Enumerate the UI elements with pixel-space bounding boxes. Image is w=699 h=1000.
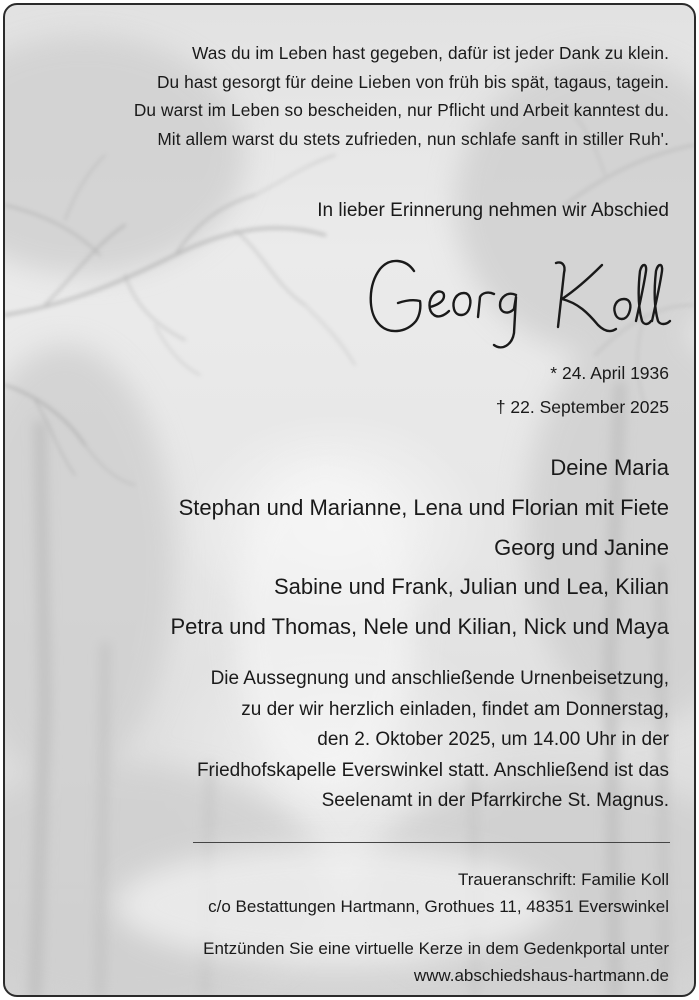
obituary-card: [3, 3, 696, 997]
farewell-intro: In lieber Erinnerung nehmen wir Abschied: [317, 200, 669, 221]
death-date: † 22. September 2025: [495, 397, 669, 417]
section-divider: [193, 842, 670, 843]
poem-line: Du hast gesorgt für deine Lieben von früh bis spät, tagaus, tagein.: [156, 71, 669, 92]
service-line: den 2. Oktober 2025, um 14.00 Uhr in der: [317, 729, 669, 751]
portal-text: Entzünden Sie eine virtuelle Kerze in dem Gedenkportal unter: [203, 939, 669, 958]
service-line: zu der wir herzlich einladen, findet am Donnerstag,: [241, 698, 669, 720]
funeral-service-info: [197, 664, 669, 817]
family-line: Stephan und Marianne, Lena und Florian mit Fiete: [178, 494, 669, 520]
family-line: Deine Maria: [550, 455, 669, 480]
mourning-address: [208, 866, 669, 920]
memorial-portal: [203, 935, 669, 989]
deceased-name-signature: [366, 241, 676, 361]
service-line: Friedhofskapelle Everswinkel statt. Anschließend ist das: [196, 759, 669, 781]
portal-url[interactable]: www.abschiedshaus-hartmann.de: [413, 966, 669, 985]
memorial-poem: [134, 39, 669, 153]
service-line: Die Aussegnung und anschließende Urnenbeisetzung,: [210, 668, 669, 689]
life-dates: [496, 356, 669, 424]
mourning-family: [170, 448, 669, 647]
poem-line: Du warst im Leben so bescheiden, nur Pflicht und Arbeit kanntest du.: [133, 100, 669, 121]
address-label: Traueranschrift: Familie Koll: [458, 870, 669, 889]
poem-line: Was du im Leben hast gegeben, dafür ist jeder Dank zu klein.: [191, 43, 669, 63]
family-line: Petra und Thomas, Nele und Kilian, Nick und Maya: [170, 614, 669, 640]
birth-date: * 24. April 1936: [550, 363, 669, 383]
poem-line: Mit allem warst du stets zufrieden, nun schlafe sanft in stiller Ruh'.: [157, 128, 669, 149]
service-line: Seelenamt in der Pfarrkirche St. Magnus.: [321, 790, 669, 812]
family-line: Sabine und Frank, Julian und Lea, Kilian: [273, 574, 669, 600]
address-line: c/o Bestattungen Hartmann, Grothues 11, 48351 Everswinkel: [208, 897, 669, 916]
obituary-content: [5, 5, 694, 995]
family-line: Georg und Janine: [494, 534, 669, 560]
